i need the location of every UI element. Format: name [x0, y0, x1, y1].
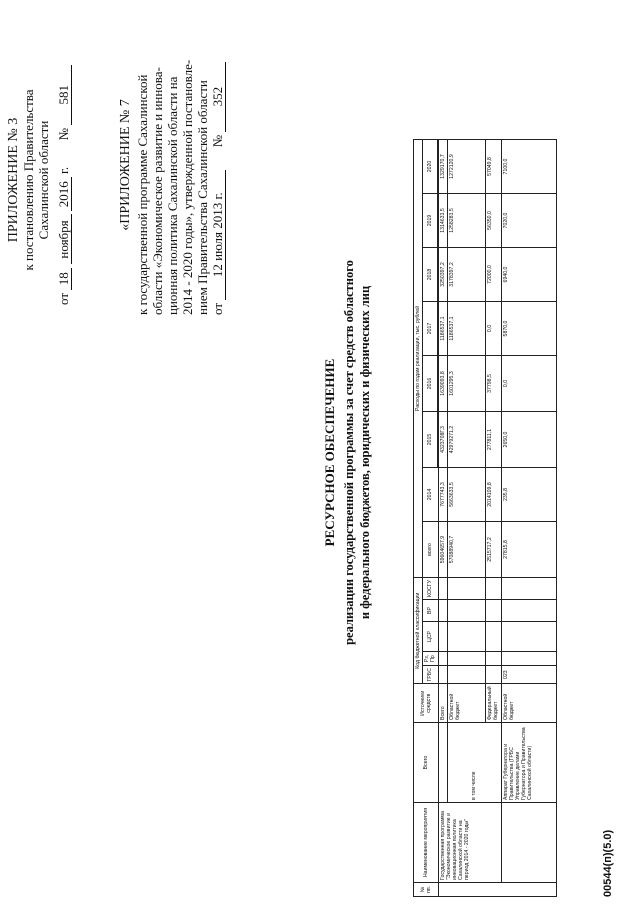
footer-code: 00544(п)(5.0) — [602, 829, 614, 897]
y2014-cell: 2014109,8 — [486, 468, 501, 522]
appendix7-line5: 2014 - 2020 годы», утвержденной постановле- — [180, 59, 195, 315]
y2016-cell: 1639093,8 — [438, 356, 447, 412]
appendix7-line4: ционная политика Сахалинской области на — [165, 76, 180, 315]
y2020-cell: 7100,0 — [501, 140, 556, 194]
y2019-cell: 1258283,5 — [447, 194, 485, 248]
vr-cell — [447, 600, 485, 622]
y2015-cell: 42979271,2 — [447, 412, 485, 468]
resource-table — [413, 139, 557, 897]
col-source: Источники средств — [414, 684, 439, 723]
y2016-cell: 0,0 — [501, 356, 556, 412]
csr-cell — [438, 622, 447, 652]
y2017-cell: 0,0 — [486, 302, 501, 356]
y2020-cell: 57049,8 — [486, 140, 501, 194]
appendix7-title: «ПРИЛОЖЕНИЕ № 7 — [118, 99, 133, 231]
y2019-cell: 1314633,5 — [438, 194, 447, 248]
y2018-cell: 72000,0 — [486, 248, 501, 302]
grbs-cell: 023 — [501, 666, 556, 684]
no-label: № — [56, 127, 71, 141]
rz-cell — [447, 652, 485, 666]
total-cell: 27815,8 — [501, 522, 556, 578]
appendix7-date-line — [210, 15, 226, 315]
source-cell: Всего — [438, 684, 447, 723]
col-vr: ВР — [423, 600, 438, 622]
rz-cell — [486, 652, 501, 666]
col-2014: 2014 — [423, 468, 438, 522]
col-num: № пп. — [414, 883, 439, 897]
y2018-cell: 3250397,2 — [438, 248, 447, 302]
y2019-cell: 56350,0 — [486, 194, 501, 248]
csr-cell — [501, 622, 556, 652]
col-kosgu: КОСГУ — [423, 578, 438, 600]
col-2017: 2017 — [423, 302, 437, 356]
y2018-cell: 6940,0 — [501, 248, 556, 302]
kosgu-cell — [438, 578, 447, 600]
col-csr: ЦСР — [423, 622, 438, 652]
appendix7-block — [118, 15, 226, 315]
y2020-cell: 1329170,7 — [438, 140, 447, 194]
rz-cell — [501, 652, 556, 666]
source-cell: Областной бюджет — [501, 684, 556, 723]
doc-title: РЕСУРСНОЕ ОБЕСПЕЧЕНИЕ — [322, 358, 337, 547]
col-who: Всего — [414, 723, 439, 803]
table-header-row-1 — [414, 140, 423, 897]
incl-cell: в том числе — [447, 723, 501, 803]
empty-name-cell — [501, 803, 556, 883]
appendix3-year: 2016 — [56, 177, 72, 211]
appendix7-line6: нием Правительства Сахалинской области — [195, 80, 210, 315]
doc-subtitle-2: и федерального бюджетов, юридических и физических лиц — [358, 285, 372, 620]
appendix3-title: ПРИЛОЖЕНИЕ № 3 — [6, 117, 21, 243]
table-row — [501, 140, 556, 897]
y2014-cell: 235,8 — [501, 468, 556, 522]
total-cell: 2515717,2 — [486, 522, 501, 578]
col-2015: 2015 — [423, 412, 437, 468]
csr-cell — [447, 622, 485, 652]
y2015-cell: 2650,0 — [501, 412, 556, 468]
y2015-cell: 277811,1 — [486, 412, 501, 468]
appendix3-line3: Сахалинской области — [36, 120, 51, 240]
from-label: от — [210, 302, 225, 315]
appendix7-line3: области «Экономическое развитие и иннова- — [150, 67, 165, 315]
y2014-cell: 5663633,5 — [447, 468, 485, 522]
appendix3-line2: к постановлению Правительства — [21, 89, 36, 271]
appendix3-date-line — [56, 65, 72, 305]
grbs-cell — [447, 666, 485, 684]
y2017-cell: 1186537,1 — [447, 302, 485, 356]
doc-subtitle-1: реализации государственной программы за счет средств областного — [342, 260, 356, 645]
rz-cell — [438, 652, 447, 666]
y2017-cell: 5870,0 — [501, 302, 556, 356]
kosgu-cell — [486, 578, 501, 600]
y2017-cell: 1186537,1 — [438, 302, 447, 356]
y2016-cell: 1601295,3 — [447, 356, 485, 412]
appendix7-line2: к государственной программе Сахалинской — [135, 74, 150, 315]
col-2020: 2020 — [423, 140, 437, 194]
table-row — [438, 140, 447, 897]
appendix3-number: 581 — [56, 65, 72, 125]
who-cell — [438, 723, 447, 803]
vr-cell — [486, 600, 501, 622]
source-cell: Федеральный бюджет — [486, 684, 501, 723]
appendix3-block — [6, 15, 51, 345]
total-cell: 57088940,7 — [447, 522, 485, 578]
from-label: от — [56, 292, 71, 305]
kosgu-cell — [501, 578, 556, 600]
year-suffix: г. — [56, 166, 71, 174]
col-2019: 2019 — [423, 194, 437, 248]
col-2018: 2018 — [423, 248, 437, 302]
y2015-cell: 4323708Г,3 — [438, 412, 447, 468]
col-name: Наименование мероприятия — [414, 803, 439, 883]
kosgu-cell — [447, 578, 485, 600]
y2020-cell: 1272120,9 — [447, 140, 485, 194]
grbs-cell — [486, 666, 501, 684]
row-num-cell — [438, 883, 556, 897]
appendix7-date: 12 июля 2013 г. — [210, 170, 226, 300]
y2014-cell: 7677743,3 — [438, 468, 447, 522]
appendix3-month: ноября — [56, 214, 72, 264]
grbs-cell — [438, 666, 447, 684]
y2018-cell: 3178397,2 — [447, 248, 485, 302]
no-label: № — [210, 134, 225, 148]
source-cell: Областной бюджет — [447, 684, 485, 723]
col-total: всего — [423, 522, 438, 578]
program-name-cell: Государственная программа "Экономическое развитие и инновационная политика Сахалинской области на период 2014 - 2020 годы" — [438, 803, 501, 883]
vr-cell — [501, 600, 556, 622]
col-2016: 2016 — [423, 356, 437, 412]
table-row — [447, 140, 485, 897]
appendix7-number: 352 — [210, 62, 226, 132]
y2016-cell: 37798,5 — [486, 356, 501, 412]
appendix3-day: 18 — [56, 268, 72, 290]
executor-cell: Аппарат Губернатора и Правительства (ГРБС Управление делами Губернатора и Правительства Сахалинской области) — [501, 723, 556, 803]
col-kbk: Код бюджетной классификации — [414, 578, 423, 684]
csr-cell — [486, 622, 501, 652]
col-rz: Рз, Пр — [423, 652, 438, 666]
col-grbs: ГРБС — [423, 666, 438, 684]
vr-cell — [438, 600, 447, 622]
y2019-cell: 7020,0 — [501, 194, 556, 248]
col-expenses: Расходы по годам реализации, тыс. рублей — [414, 140, 423, 578]
total-cell: 59604657,9 — [438, 522, 447, 578]
